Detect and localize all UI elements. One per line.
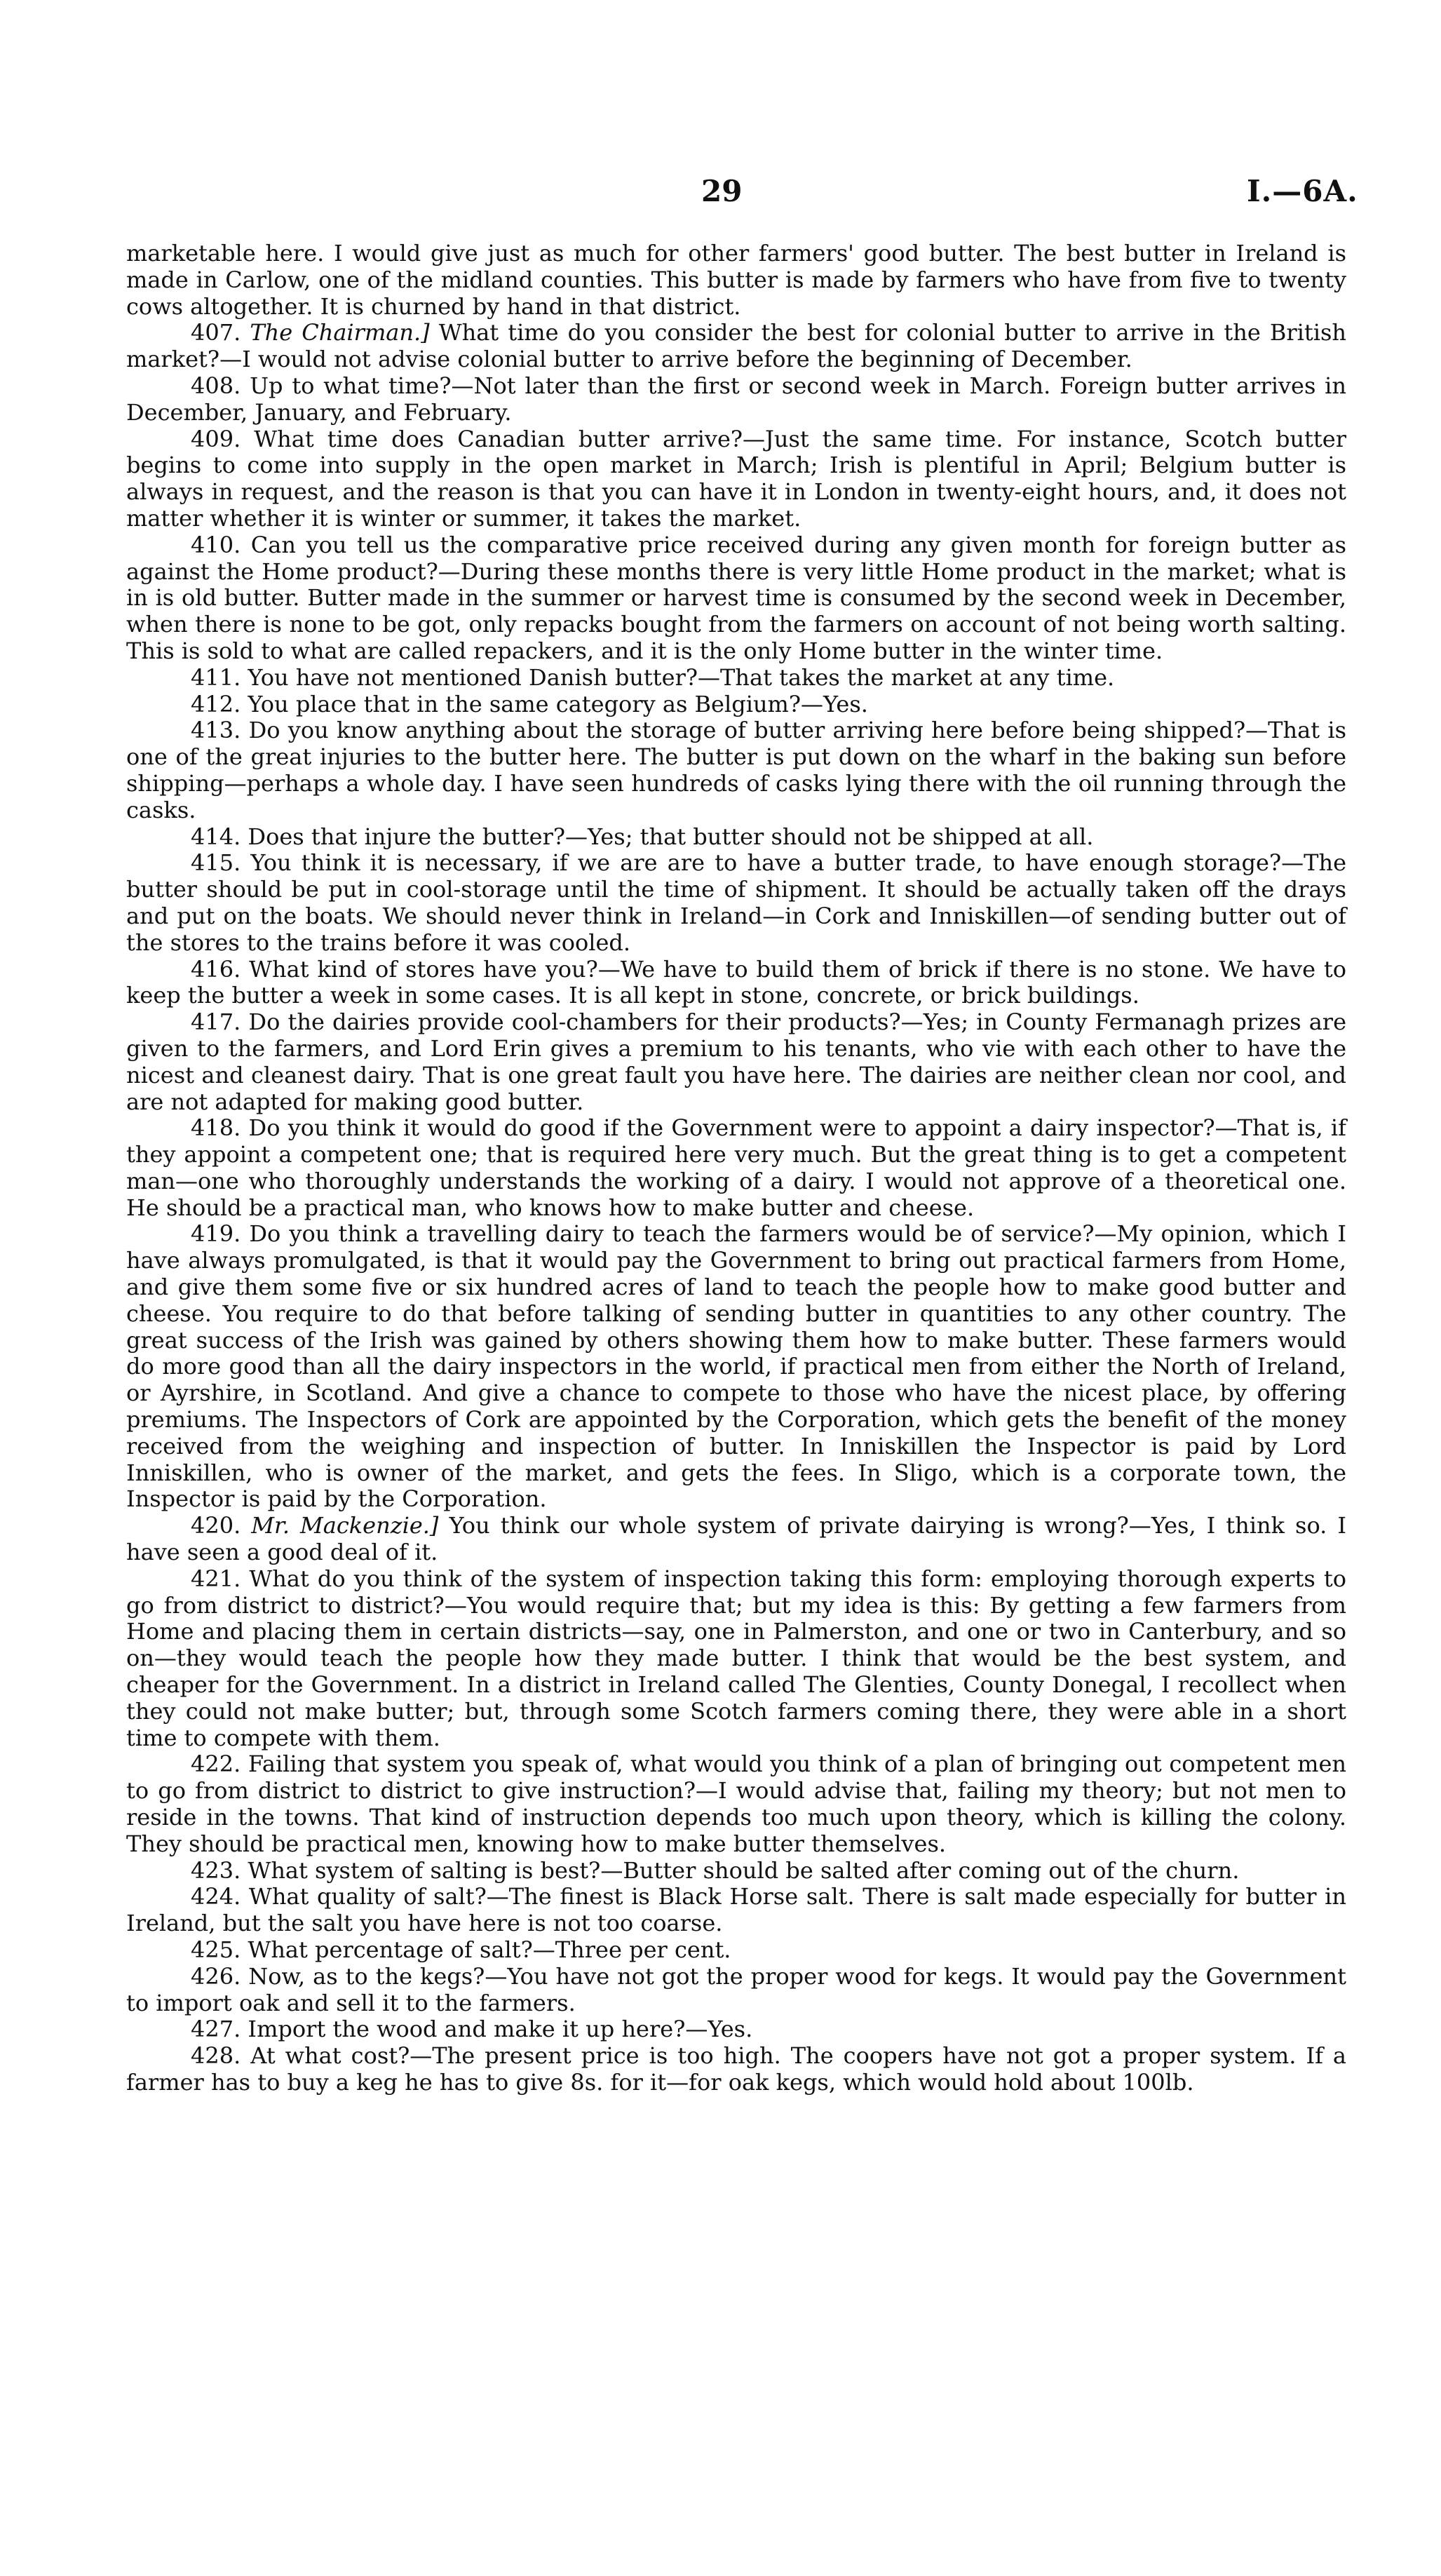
question-number: 408.: [191, 372, 241, 399]
paragraph: 427. Import the wood and make it up here?—Yes.: [191, 2016, 753, 2043]
paragraph: 407. The Chairman.] What time do you consider the best for colonial butter to arrive in the British market?—I would not advise colonial butter to arrive before the beginning of December.: [126, 319, 1347, 373]
question-number: 427.: [191, 2016, 241, 2043]
document-reference: I.—6A.: [1247, 174, 1358, 208]
question-number: 423.: [191, 1856, 241, 1884]
paragraph: 421. What do you think of the system of inspection taking this form: employing thorough experts to go from district to district?—You would require that; but my idea is this: By getting a few farmers from Home and placing them in certain districts—say, one in Palmerston, and one or two in Canterbury, and so on—they would teach the people how they made butter. I think that would be the best system, and cheaper for the Government. In a district in Ireland called The Glenties, County Donegal, I recollect when they could not make butter; but, through some Scotch farmers coming there, they were able in a short time to compete with them.: [126, 1565, 1347, 1751]
paragraph: 417. Do the dairies provide cool-chambers for their products?—Yes; in County Fermanagh prizes are given to the farmers, and Lord Erin gives a premium to his tenants, who vie with each other to have the nicest and cleanest dairy. That is one great fault you have here. The dairies are neither clean nor cool, and are not adapted for making good butter.: [126, 1009, 1347, 1115]
paragraph: 420. Mr. Mackenzie.] You think our whole system of private dairying is wrong?—Yes, I think so. I have seen a good deal of it.: [126, 1512, 1347, 1566]
question-number: 419.: [191, 1220, 241, 1248]
question-number: 416.: [191, 955, 241, 983]
question-number: 412.: [191, 690, 241, 717]
question-number: 428.: [191, 2042, 241, 2070]
paragraph: 411. You have not mentioned Danish butter?—That takes the market at any time.: [191, 663, 1115, 691]
question-number: 411.: [191, 663, 241, 691]
paragraph: 426. Now, as to the kegs?—You have not got the proper wood for kegs. It would pay the Government to import oak and sell it to the farmers.: [126, 1962, 1347, 2016]
question-number: 425.: [191, 1936, 241, 1963]
page-number: 29: [701, 174, 743, 208]
question-number: 414.: [191, 823, 241, 850]
paragraph: 414. Does that injure the butter?—Yes; that butter should not be shipped at all.: [191, 823, 1094, 850]
paragraph: 425. What percentage of salt?—Three per cent.: [191, 1936, 731, 1963]
question-number: 421.: [191, 1565, 241, 1592]
question-number: 409.: [191, 425, 241, 452]
paragraph: 423. What system of salting is best?—Butter should be salted after coming out of the churn.: [191, 1856, 1240, 1884]
paragraph: 424. What quality of salt?—The finest is Black Horse salt. There is salt made especially for butter in Ireland, but the salt you have here is not too coarse.: [126, 1883, 1347, 1937]
question-number: 413.: [191, 717, 241, 744]
paragraph: 418. Do you think it would do good if the Government were to appoint a dairy inspector?—That is, if they appoint a competent one; that is required here very much. But the great thing is to get a competent man—one who thoroughly understands the working of a dairy. I would not approve of a theoretical one. He should be a practical man, who knows how to make butter and cheese.: [126, 1114, 1347, 1221]
question-number: 422.: [191, 1751, 241, 1778]
paragraph: marketable here. I would give just as much for other farmers' good butter. The best butter in Ireland is made in Carlow, one of the midland counties. This butter is made by farmers who have from five to twenty cows altogether. It is churned by hand in that district.: [126, 240, 1346, 320]
question-number: 420.: [191, 1512, 241, 1539]
question-number: 407.: [191, 319, 241, 346]
paragraph: 416. What kind of stores have you?—We have to build them of brick if there is no stone. We have to keep the butter a week in some cases. It is all kept in stone, concrete, or brick buildings.: [126, 955, 1347, 1009]
paragraph: 422. Failing that system you speak of, what would you think of a plan of bringing out competent men to go from district to district to give instruction?—I would advise that, failing my theory; but not men to reside in the towns. That kind of instruction depends too much upon theory, which is killing the colony. They should be practical men, knowing how to make butter themselves.: [126, 1751, 1346, 1857]
paragraph: 410. Can you tell us the comparative price received during any given month for foreign butter as against the Home product?—During these months there is very little Home product in the market; what is in is old butter. Butter made in the summer or harvest time is consumed by the second week in December, when there is none to be got, only repacks bought from the farmers on account of not being worth salting. This is sold to what are called repackers, and it is the only Home butter in the winter time.: [126, 531, 1346, 664]
question-number: 417.: [191, 1009, 241, 1036]
paragraph: 419. Do you think a travelling dairy to teach the farmers would be of service?—My opinion, which I have always promulgated, is that it would pay the Government to bring out practical farmers from Home, and give them some five or six hundred acres of land to teach the people how to make good butter and cheese. You require to do that before talking of sending butter in quantities to any other country. The great success of the Irish was gained by others showing them how to make butter. These farmers would do more good than all the dairy inspectors in the world, if practical men from either the North of Ireland, or Ayrshire, in Scotland. And give a chance to compete to those who have the nicest place, by offering premiums. The Inspectors of Cork are appointed by the Corporation, which gets the benefit of the money received from the weighing and inspection of butter. In Inniskillen the Inspector is paid by Lord Inniskillen, who is owner of the market, and gets the fees. In Sligo, which is a corporate town, the Inspector is paid by the Corporation.: [126, 1220, 1347, 1513]
paragraph: 428. At what cost?—The present price is too high. The coopers have not got a proper system. If a farmer has to buy a keg he has to give 8s. for it—for oak kegs, which would hold about 100lb.: [126, 2042, 1347, 2096]
question-number: 418.: [191, 1114, 241, 1142]
paragraph: 409. What time does Canadian butter arrive?—Just the same time. For instance, Scotch butter begins to come into supply in the open market in March; Irish is plentiful in April; Belgium butter is always in request, and the reason is that you can have it in London in twenty-eight hours, and, it does not matter whether it is winter or summer, it takes the market.: [126, 425, 1347, 532]
question-number: 410.: [191, 531, 241, 558]
paragraph: 412. You place that in the same category as Belgium?—Yes.: [191, 690, 868, 717]
paragraph: 408. Up to what time?—Not later than the first or second week in March. Foreign butter arrives in December, January, and February.: [126, 372, 1347, 426]
question-number: 426.: [191, 1962, 241, 1990]
paragraph: 415. You think it is necessary, if we are are to have a butter trade, to have enough storage?—The butter should be put in cool-storage until the time of shipment. It should be actually taken off the drays and put on the boats. We should never think in Ireland—in Cork and Inniskillen—of sending butter out of the stores to the trains before it was cooled.: [126, 849, 1347, 956]
speaker: The Chairman.]: [250, 319, 430, 346]
speaker: Mr. Mackenzie.]: [251, 1512, 439, 1539]
question-number: 424.: [191, 1883, 241, 1910]
question-number: 415.: [191, 849, 241, 877]
document-body: [126, 241, 1346, 2096]
paragraph: 413. Do you know anything about the storage of butter arriving here before being shipped?—That is one of the great injuries to the butter here. The butter is put down on the wharf in the baking sun before shipping—perhaps a whole day. I have seen hundreds of casks lying there with the oil running through the casks.: [126, 717, 1347, 823]
